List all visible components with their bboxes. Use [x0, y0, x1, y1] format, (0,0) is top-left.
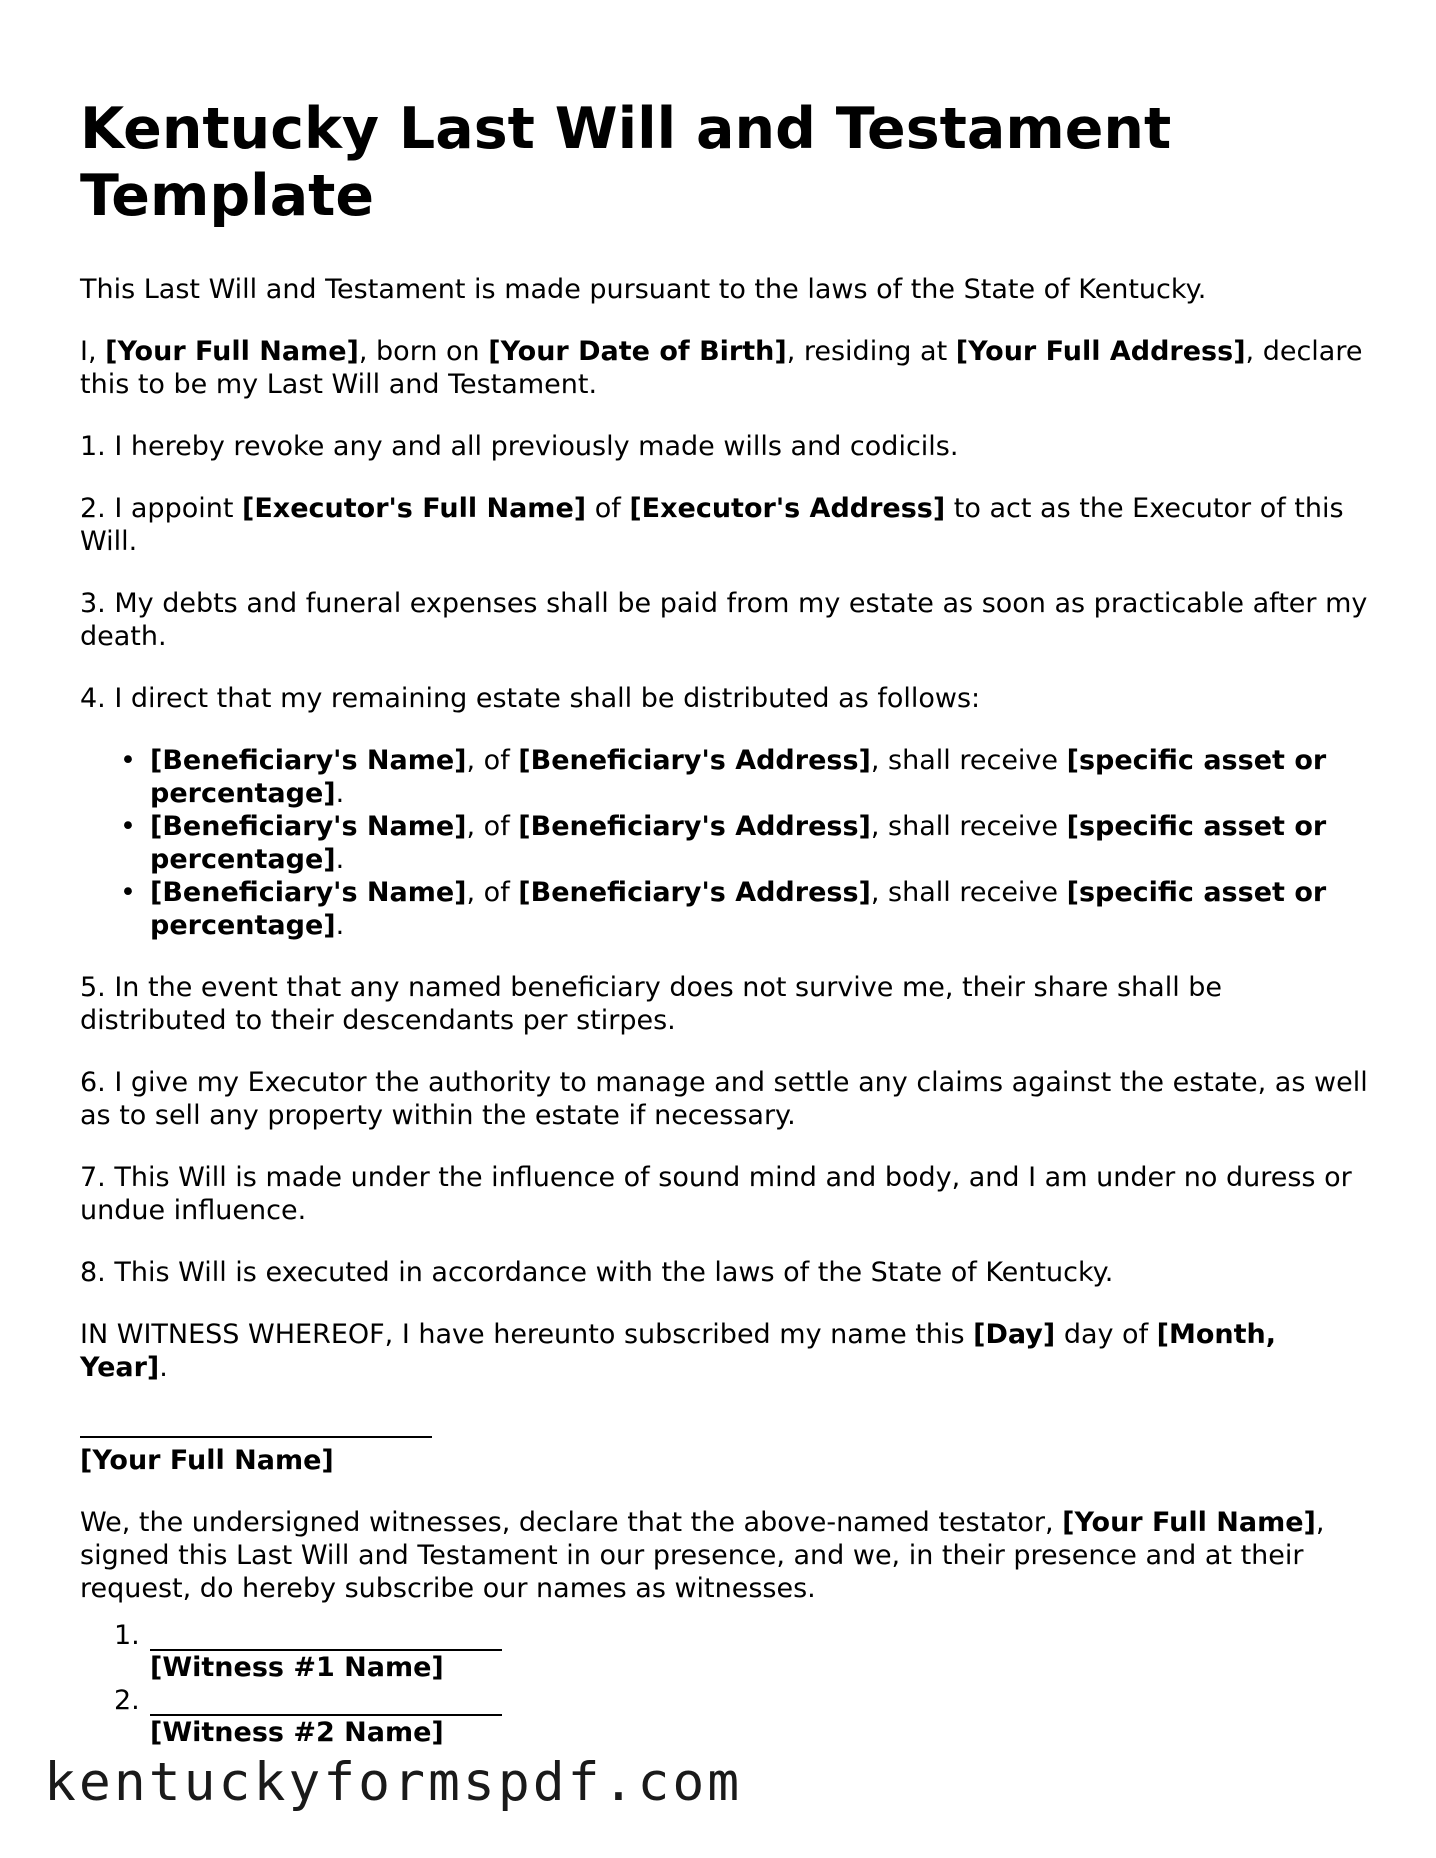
attestation-paragraph: [80, 1506, 1370, 1605]
clause-3: 3. My debts and funeral expenses shall be paid from my estate as soon as practicable after my death.: [80, 588, 1368, 652]
witness-whereof-paragraph: [80, 1318, 1370, 1384]
beneficiary-text: , of: [466, 877, 519, 908]
witness-whereof-text: day of: [1055, 1319, 1157, 1350]
executor-address-placeholder: [Executor's Address]: [629, 493, 946, 524]
bullet-icon: •: [120, 745, 136, 776]
intro-paragraph: This Last Will and Testament is made pursuant to the laws of the State of Kentucky.: [80, 274, 1207, 305]
list-item: [114, 1684, 1370, 1749]
clause-7: 7. This Will is made under the influence of sound mind and body, and I am under no duress or undue influence.: [80, 1162, 1352, 1226]
witness-name-placeholder: [Witness #1 Name]: [150, 1652, 444, 1683]
testator-signature-line[interactable]: [80, 1414, 432, 1438]
beneficiary-asset-placeholder: [specific asset or percentage]: [150, 877, 1327, 941]
list-item: [114, 1619, 1370, 1684]
witness-number: 2.: [114, 1685, 140, 1716]
beneficiary-text: .: [335, 844, 345, 875]
clause-1: 1. I hereby revoke any and all previously made wills and codicils.: [80, 431, 959, 462]
witness-whereof-text: IN WITNESS WHEREOF, I have hereunto subscribed my name this: [80, 1319, 974, 1350]
dob-placeholder: [Your Date of Birth]: [488, 336, 787, 367]
clause-5: 5. In the event that any named beneficiary does not survive me, their share shall be distributed to their descendants per stirpes.: [80, 972, 1223, 1036]
page-title: Kentucky Last Will and Testament Template: [80, 96, 1172, 229]
testator-name-placeholder: [Your Full Name]: [105, 336, 359, 367]
attestation-text: , signed this Last Will and Testament in our presence, and we, in their presence and at their request, do hereby subscribe our names as witnesses.: [80, 1507, 1325, 1604]
clause-6: 6. I give my Executor the authority to manage and settle any claims against the estate, as well as to sell any property within the estate if necessary.: [80, 1067, 1368, 1131]
beneficiary-name-placeholder: [Beneficiary's Name]: [150, 877, 467, 908]
list-item: [120, 810, 1370, 876]
beneficiary-text: , of: [466, 811, 519, 842]
beneficiary-address-placeholder: [Beneficiary's Address]: [518, 745, 871, 776]
beneficiary-address-placeholder: [Beneficiary's Address]: [518, 877, 871, 908]
declaration-text: I,: [80, 336, 106, 367]
witness-signature-line[interactable]: [150, 1684, 502, 1716]
beneficiary-name-placeholder: [Beneficiary's Name]: [150, 745, 467, 776]
beneficiary-text: , of: [466, 745, 519, 776]
clause-8: 8. This Will is executed in accordance with the laws of the State of Kentucky.: [80, 1257, 1114, 1288]
executor-name-placeholder: [Executor's Full Name]: [242, 493, 587, 524]
clause-2-text: of: [586, 493, 630, 524]
clause-4: 4. I direct that my remaining estate shall be distributed as follows:: [80, 683, 981, 714]
month-year-placeholder: [Month, Year]: [80, 1319, 1277, 1383]
beneficiary-asset-placeholder: [specific asset or percentage]: [150, 811, 1327, 875]
site-watermark: kentuckyformspdf.com: [44, 1752, 743, 1813]
witness-number: 1.: [114, 1620, 140, 1651]
attestation-text: We, the undersigned witnesses, declare that the above-named testator,: [80, 1507, 1063, 1538]
list-item: [120, 876, 1370, 942]
beneficiary-address-placeholder: [Beneficiary's Address]: [518, 811, 871, 842]
address-placeholder: [Your Full Address]: [955, 336, 1246, 367]
witness-whereof-text: .: [159, 1352, 168, 1383]
witness-name-placeholder: [Witness #2 Name]: [150, 1717, 444, 1748]
list-item: [120, 744, 1370, 810]
testator-signature-name: [Your Full Name]: [80, 1445, 334, 1476]
bullet-icon: •: [120, 877, 136, 908]
declaration-text: , born on: [358, 336, 489, 367]
witness-signature-line[interactable]: [150, 1619, 502, 1651]
witness-list: [80, 1619, 1370, 1749]
declaration-paragraph: [80, 335, 1370, 401]
beneficiary-list: [80, 744, 1370, 942]
beneficiary-text: , shall receive: [870, 745, 1067, 776]
beneficiary-text: .: [335, 778, 345, 809]
declaration-text: , declare this to be my Last Will and Testament.: [80, 336, 1363, 400]
beneficiary-text: .: [335, 910, 345, 941]
beneficiary-name-placeholder: [Beneficiary's Name]: [150, 811, 467, 842]
clause-2-text: 2. I appoint: [80, 493, 243, 524]
clause-2: [80, 492, 1370, 558]
beneficiary-text: , shall receive: [870, 877, 1067, 908]
document-page: [80, 96, 1370, 1749]
declaration-text: , residing at: [786, 336, 956, 367]
bullet-icon: •: [120, 811, 136, 842]
clause-2-text: to act as the Executor of this Will.: [80, 493, 1344, 557]
day-placeholder: [Day]: [973, 1319, 1056, 1350]
testator-name-placeholder: [Your Full Name]: [1062, 1507, 1316, 1538]
beneficiary-asset-placeholder: [specific asset or percentage]: [150, 745, 1327, 809]
beneficiary-text: , shall receive: [870, 811, 1067, 842]
